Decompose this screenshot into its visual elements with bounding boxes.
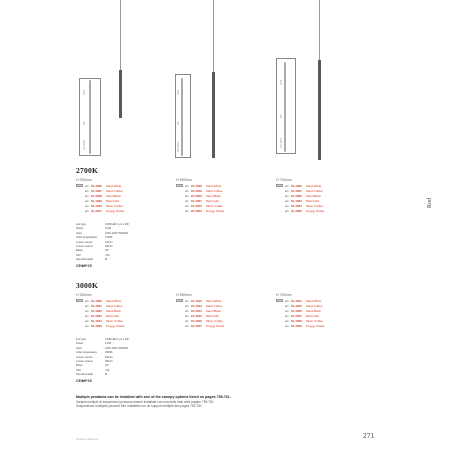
finish-name: Sand Black bbox=[205, 308, 222, 313]
finish-name: Sand White bbox=[105, 298, 122, 303]
suspension-wire bbox=[319, 0, 320, 60]
article-prefix: art. bbox=[85, 303, 90, 308]
article-prefix: art. bbox=[185, 183, 190, 188]
note-english: Multiple pendants can be installed with one of the canopy options listed on pages 759-761. bbox=[76, 395, 231, 399]
article-code: 01-4046 bbox=[190, 318, 202, 323]
article-prefix: art. bbox=[85, 183, 90, 188]
product-thumbnail bbox=[176, 299, 183, 302]
spec-value: 220V-240V 50/60Hz bbox=[105, 346, 129, 350]
article-prefix: art. bbox=[285, 198, 290, 203]
spec-label: Lumen system bbox=[76, 359, 93, 363]
dimension-label: max 2500 bbox=[281, 137, 283, 148]
lamp-rod bbox=[212, 72, 215, 158]
article-code: 01-4035 bbox=[90, 323, 102, 328]
finish-name: Sand Black bbox=[105, 308, 122, 313]
article-prefix: art. bbox=[285, 298, 290, 303]
article-list bbox=[176, 298, 224, 328]
article-prefix: art. bbox=[285, 208, 290, 213]
spec-value: COB LED 1 pc x 4W bbox=[105, 223, 129, 226]
article-code: 01-4041 bbox=[90, 208, 102, 213]
spec-label: CRI bbox=[76, 253, 81, 257]
article-prefix: art. bbox=[285, 323, 290, 328]
article-list bbox=[76, 183, 124, 213]
spec-label: Non-dimmable bbox=[76, 373, 93, 377]
dimension-label: 600 bbox=[281, 114, 283, 118]
finish-name: Sand White bbox=[105, 183, 122, 188]
article-code: 01-4050 bbox=[190, 193, 202, 198]
article-prefix: art. bbox=[185, 193, 190, 198]
article-prefix: art. bbox=[285, 183, 290, 188]
dimension-label: 1000 bbox=[178, 89, 180, 95]
finish-name: Froggy Nickel bbox=[305, 323, 325, 328]
spec-label: Power bbox=[76, 342, 84, 346]
article-code: 01-4048 bbox=[190, 183, 202, 188]
dimension-label: max 2500 bbox=[178, 141, 180, 152]
article-prefix: art. bbox=[285, 313, 290, 318]
article-code: 01-4039 bbox=[90, 198, 102, 203]
page-number: 271 bbox=[363, 431, 375, 440]
spec-value: 34° bbox=[105, 364, 109, 368]
article-code: 01-4062 bbox=[290, 193, 302, 198]
drawing-rod bbox=[284, 62, 286, 152]
article-prefix: art. bbox=[285, 303, 290, 308]
article-row bbox=[276, 208, 324, 213]
section-title-3000k: 3000K bbox=[76, 281, 99, 290]
article-code: 01-4032 bbox=[90, 308, 102, 313]
finish-name: Froggy Nickel bbox=[105, 208, 125, 213]
article-prefix: art. bbox=[85, 188, 90, 193]
finish-name: Silver Coffee bbox=[105, 203, 123, 208]
column-heading: H 750mm bbox=[276, 293, 292, 297]
article-prefix: art. bbox=[185, 188, 190, 193]
finish-name: Sand White bbox=[205, 183, 222, 188]
finish-name: Sand Coffee bbox=[305, 188, 323, 193]
article-prefix: art. bbox=[85, 308, 90, 313]
lamp-rod bbox=[119, 70, 122, 118]
article-code: 01-4049 bbox=[190, 188, 202, 193]
dimension-label: 600 bbox=[178, 121, 180, 125]
spec-value: 360 lm bbox=[105, 244, 113, 248]
spec-label: Non-dimmable bbox=[76, 258, 93, 262]
note-italian: Varianti multiple di sospensioni possono essere installate con una delle basi nelle pagine 759-761. bbox=[76, 399, 215, 404]
article-prefix: art. bbox=[285, 188, 290, 193]
finish-name: Matt Gold bbox=[105, 313, 119, 318]
finish-name: Matt Gold bbox=[205, 198, 219, 203]
article-code: 01-4034 bbox=[90, 318, 102, 323]
column-heading: H 550mm bbox=[176, 293, 192, 297]
product-thumbnail bbox=[276, 184, 283, 187]
spec-value: 390 lm bbox=[105, 359, 113, 363]
spec-row bbox=[76, 373, 129, 377]
product-thumbnail bbox=[176, 184, 183, 187]
finish-name: Matt Gold bbox=[105, 198, 119, 203]
article-prefix: art. bbox=[85, 208, 90, 213]
finish-name: Silver Coffee bbox=[205, 318, 223, 323]
column-heading: H 750mm bbox=[276, 178, 292, 182]
finish-name: Silver Coffee bbox=[305, 318, 323, 323]
dimension-label: 1000 bbox=[84, 89, 86, 95]
finish-name: Sand White bbox=[305, 183, 322, 188]
spec-row bbox=[76, 258, 129, 262]
article-prefix: art. bbox=[85, 298, 90, 303]
article-code: 01-4055 bbox=[290, 303, 302, 308]
article-code: 01-4060 bbox=[290, 183, 302, 188]
spec-label: Led type bbox=[76, 223, 86, 226]
column-heading: H 550mm bbox=[176, 178, 192, 182]
article-prefix: art. bbox=[285, 318, 290, 323]
article-prefix: art. bbox=[185, 313, 190, 318]
article-code: 01-4065 bbox=[290, 208, 302, 213]
spec-value: >90 bbox=[105, 368, 110, 372]
article-code: 01-4042 bbox=[190, 298, 202, 303]
article-code: 01-4043 bbox=[190, 303, 202, 308]
spec-value: 640 lm bbox=[105, 355, 113, 359]
finish-name: Froggy Nickel bbox=[105, 323, 125, 328]
article-list bbox=[176, 183, 224, 213]
column-heading: H 350mm bbox=[76, 178, 92, 182]
article-code: 01-4044 bbox=[190, 308, 202, 313]
product-thumbnail bbox=[76, 184, 83, 187]
section-title-2700k: 2700K bbox=[76, 166, 99, 175]
article-prefix: art. bbox=[85, 198, 90, 203]
article-prefix: art. bbox=[185, 318, 190, 323]
spec-value: 34° bbox=[105, 249, 109, 253]
finish-name: Sand Black bbox=[305, 308, 322, 313]
article-prefix: art. bbox=[185, 198, 190, 203]
dimension-label: 1000 bbox=[281, 79, 283, 85]
article-row bbox=[76, 208, 124, 213]
article-code: 01-4061 bbox=[290, 188, 302, 193]
article-code: 01-4057 bbox=[290, 313, 302, 318]
article-prefix: art. bbox=[185, 308, 190, 313]
spec-table bbox=[76, 338, 129, 378]
article-row bbox=[176, 208, 224, 213]
article-row bbox=[76, 323, 124, 328]
spec-label: Input bbox=[76, 346, 82, 350]
product-thumbnail bbox=[76, 299, 83, 302]
spec-value: Ø bbox=[105, 258, 108, 262]
spec-value: 220V-240V 50/60Hz bbox=[105, 231, 129, 235]
dimension-drawing bbox=[276, 58, 296, 154]
article-prefix: art. bbox=[85, 203, 90, 208]
article-prefix: art. bbox=[185, 208, 190, 213]
spec-label: Lumen source bbox=[76, 355, 93, 359]
finish-name: Sand Coffee bbox=[105, 303, 123, 308]
series-label: Rod bbox=[427, 197, 433, 208]
spec-label: Lumen source bbox=[76, 240, 93, 244]
spec-value: 6,2W bbox=[105, 342, 112, 346]
finish-name: Sand Coffee bbox=[105, 188, 123, 193]
article-code: 01-4047 bbox=[190, 323, 202, 328]
article-list bbox=[76, 298, 124, 328]
spec-value: 6,2W bbox=[105, 227, 112, 231]
article-code: 01-4063 bbox=[290, 198, 302, 203]
spec-value: 3000K bbox=[105, 351, 113, 355]
finish-name: Sand Coffee bbox=[305, 303, 323, 308]
article-code: 01-4030 bbox=[90, 298, 102, 303]
drawing-rod bbox=[89, 80, 91, 154]
spec-label: Input bbox=[76, 231, 82, 235]
article-list bbox=[276, 183, 324, 213]
article-prefix: art. bbox=[85, 323, 90, 328]
spec-label: Color temperature bbox=[76, 351, 97, 355]
installation-note bbox=[76, 395, 316, 408]
suspension-wire bbox=[120, 0, 121, 70]
finish-name: Silver Coffee bbox=[305, 203, 323, 208]
note-french: Suspensions multiples peuvent être installées sur un support multiple des pages 759-761. bbox=[76, 403, 203, 408]
drawing-rod bbox=[181, 78, 183, 156]
finish-name: Sand White bbox=[205, 298, 222, 303]
article-code: 01-4059 bbox=[290, 323, 302, 328]
article-code: 01-4037 bbox=[90, 188, 102, 193]
finish-name: Sand Black bbox=[105, 193, 122, 198]
finish-name: Silver Coffee bbox=[205, 203, 223, 208]
finish-name: Silver Coffee bbox=[105, 318, 123, 323]
finish-name: Sand Black bbox=[305, 193, 322, 198]
product-thumbnail bbox=[276, 299, 283, 302]
lamp-rod bbox=[318, 60, 321, 160]
spec-value: >90 bbox=[105, 253, 110, 257]
article-code: 01-4058 bbox=[290, 318, 302, 323]
spec-label: Color temperature bbox=[76, 236, 97, 240]
article-code: 01-4064 bbox=[290, 203, 302, 208]
spec-value: 2700K bbox=[105, 236, 113, 240]
article-code: 01-4040 bbox=[90, 203, 102, 208]
spec-label: Lumen system bbox=[76, 244, 93, 248]
article-code: 01-4053 bbox=[190, 208, 202, 213]
article-code: 01-4033 bbox=[90, 313, 102, 318]
spec-table bbox=[76, 223, 129, 263]
spec-label: CRI bbox=[76, 368, 81, 372]
article-prefix: art. bbox=[85, 313, 90, 318]
finish-name: Sand Black bbox=[205, 193, 222, 198]
finish-name: Matt Gold bbox=[305, 198, 319, 203]
article-code: 01-4031 bbox=[90, 303, 102, 308]
spec-value: 610 lm bbox=[105, 240, 113, 244]
spec-value: Ø bbox=[105, 373, 108, 377]
finish-name: Sand Coffee bbox=[205, 303, 223, 308]
article-prefix: art. bbox=[85, 193, 90, 198]
dimension-label: 600 bbox=[84, 121, 86, 125]
finish-name: Froggy Nickel bbox=[305, 208, 325, 213]
finish-name: Froggy Nickel bbox=[205, 323, 225, 328]
footer-brand: Lumia by Maytoni bbox=[76, 437, 98, 441]
article-code: 01-4052 bbox=[190, 203, 202, 208]
spec-label: Beam bbox=[76, 364, 83, 368]
article-prefix: art. bbox=[285, 308, 290, 313]
dimension-label: max 2500 bbox=[84, 139, 86, 150]
spec-label: Power bbox=[76, 227, 84, 231]
finish-name: Matt Gold bbox=[205, 313, 219, 318]
article-prefix: art. bbox=[185, 303, 190, 308]
suspension-wire bbox=[213, 0, 214, 72]
article-code: 01-4045 bbox=[190, 313, 202, 318]
certification-marks: CE⊕IP20 bbox=[76, 263, 92, 268]
article-code: 01-4036 bbox=[90, 183, 102, 188]
article-prefix: art. bbox=[185, 323, 190, 328]
spec-label: Beam bbox=[76, 249, 83, 253]
article-row bbox=[276, 323, 324, 328]
column-heading: H 350mm bbox=[76, 293, 92, 297]
finish-name: Froggy Nickel bbox=[205, 208, 225, 213]
article-prefix: art. bbox=[85, 318, 90, 323]
finish-name: Matt Gold bbox=[305, 313, 319, 318]
certification-marks: CE⊕IP20 bbox=[76, 378, 92, 383]
article-code: 01-4051 bbox=[190, 198, 202, 203]
finish-name: Sand White bbox=[305, 298, 322, 303]
article-code: 01-4038 bbox=[90, 193, 102, 198]
spec-label: Led type bbox=[76, 338, 86, 341]
article-list bbox=[276, 298, 324, 328]
article-code: 01-4054 bbox=[290, 298, 302, 303]
article-prefix: art. bbox=[185, 203, 190, 208]
article-prefix: art. bbox=[285, 193, 290, 198]
spec-value: COB LED 1 pc x 4W bbox=[105, 338, 129, 341]
article-prefix: art. bbox=[185, 298, 190, 303]
article-code: 01-4056 bbox=[290, 308, 302, 313]
finish-name: Sand Coffee bbox=[205, 188, 223, 193]
article-row bbox=[176, 323, 224, 328]
article-prefix: art. bbox=[285, 203, 290, 208]
